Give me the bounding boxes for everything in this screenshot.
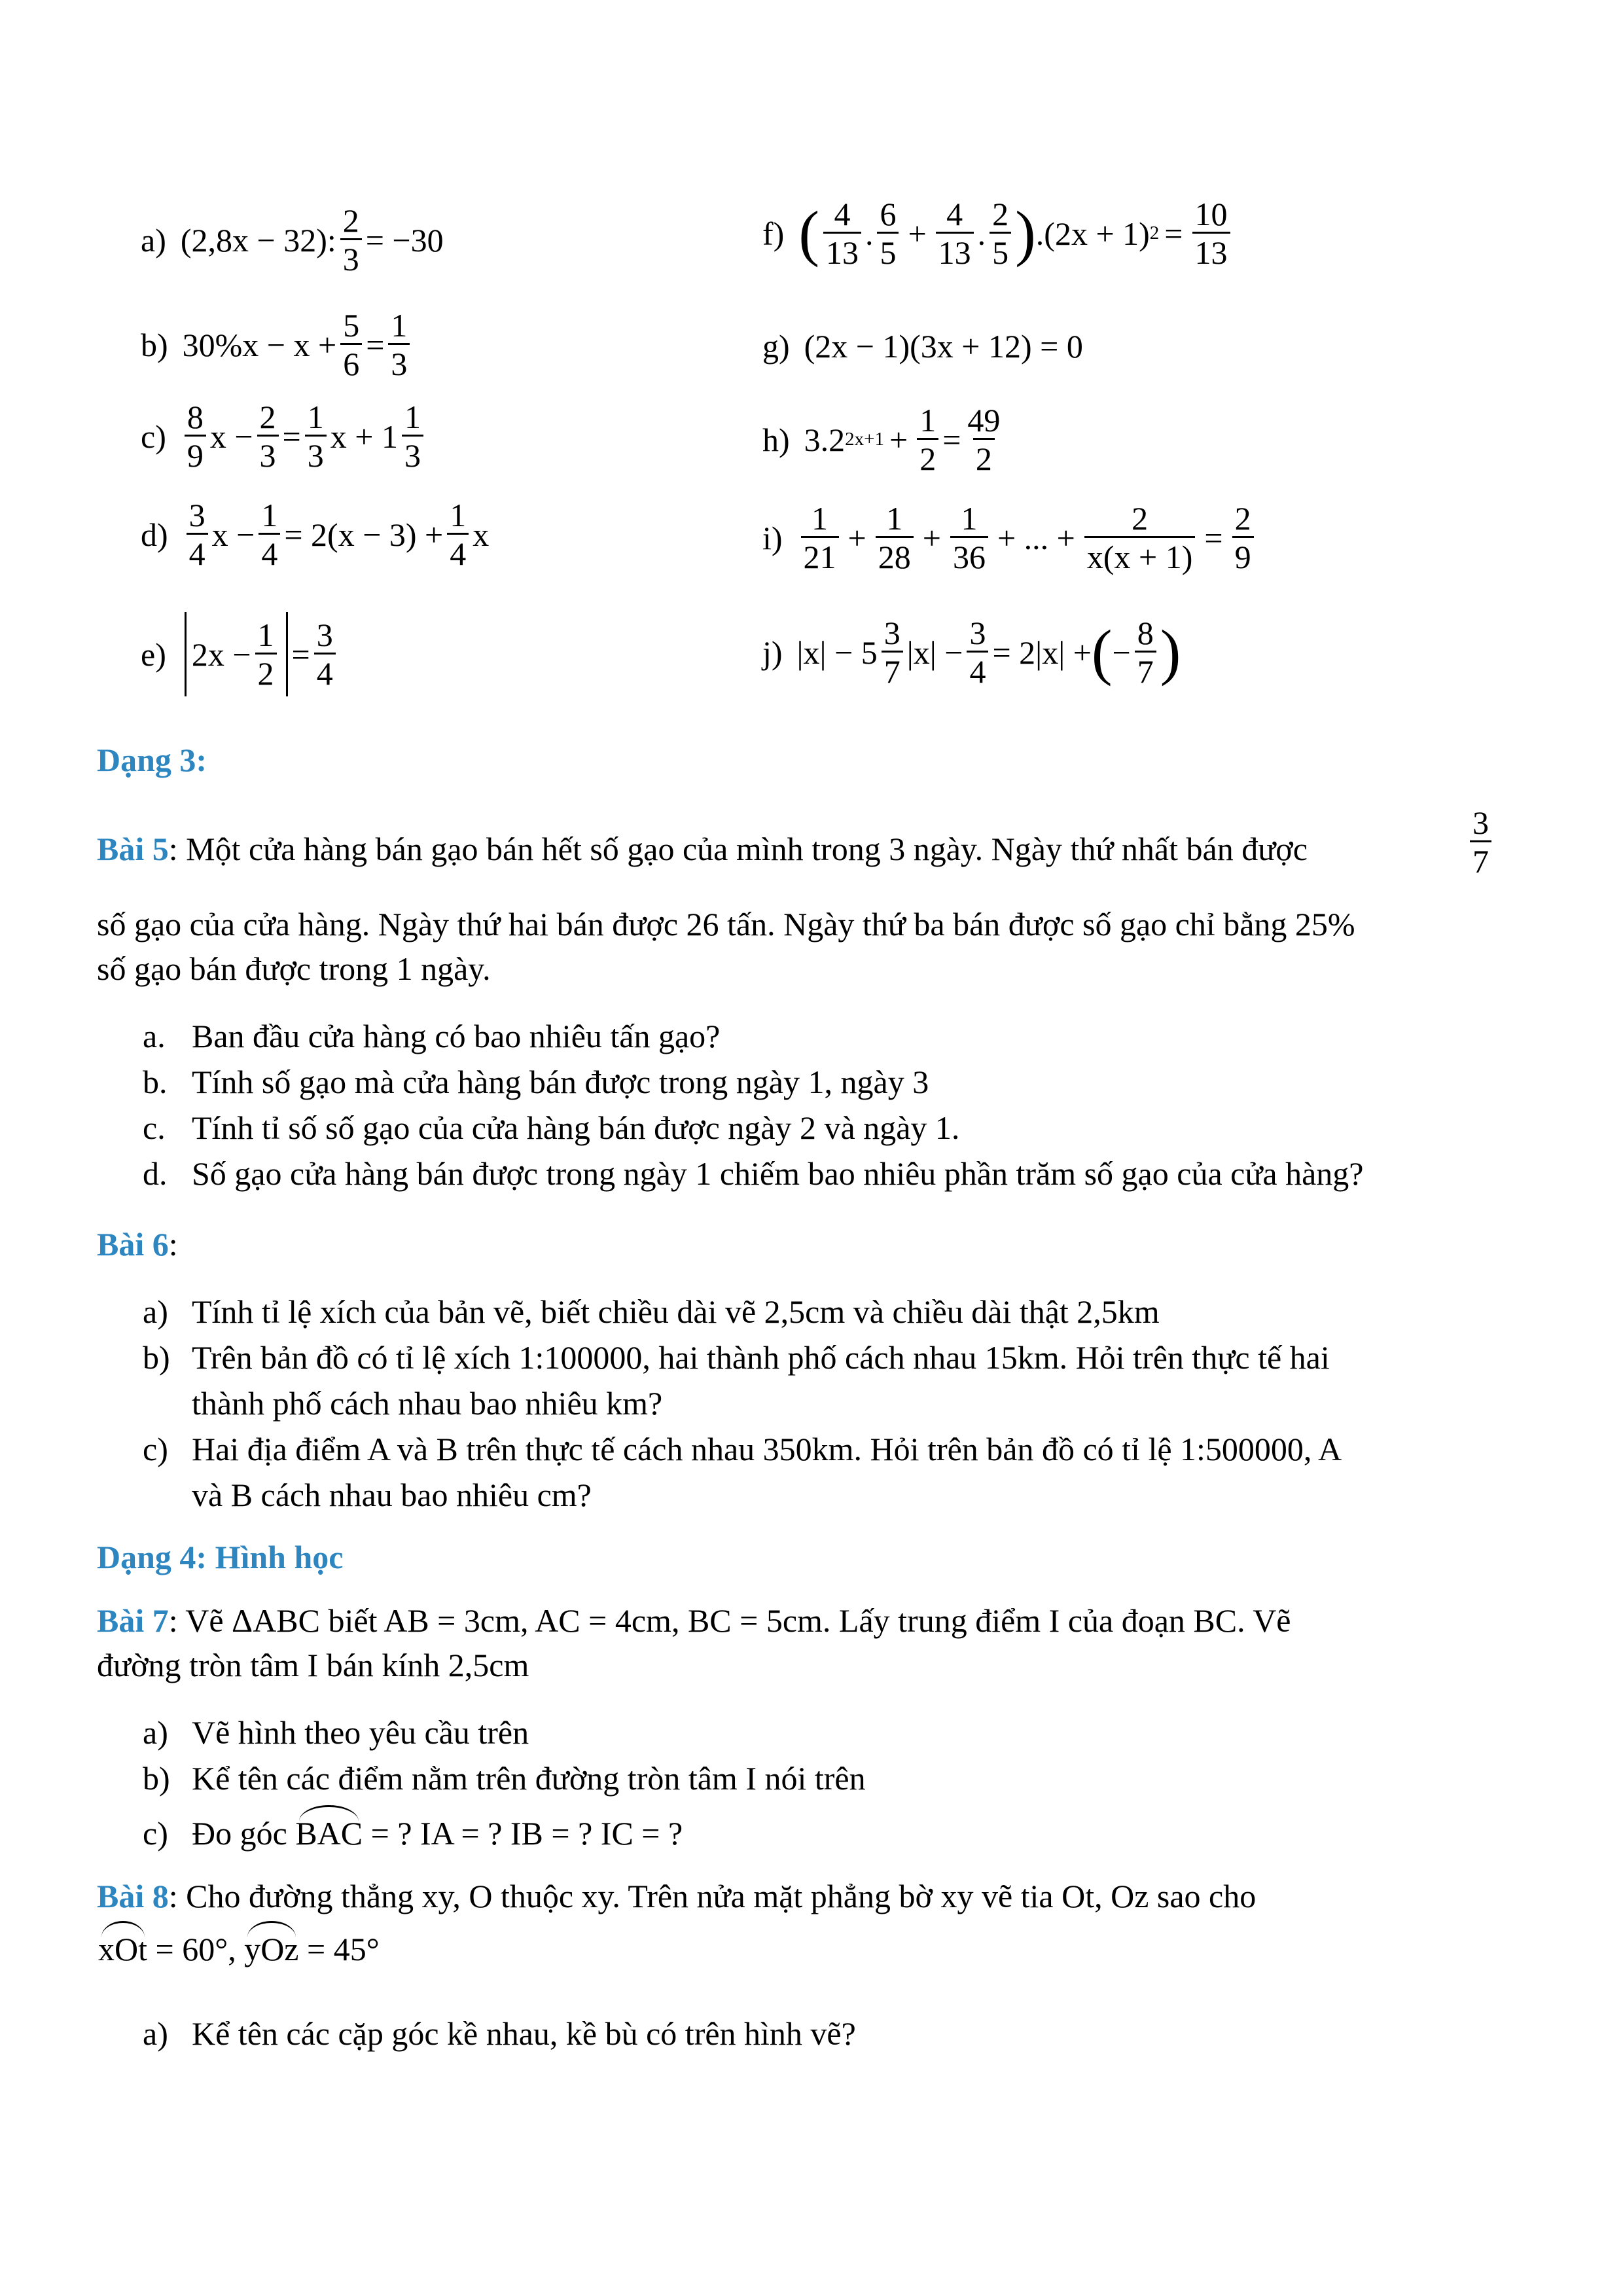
denominator: 7	[882, 651, 903, 689]
fraction	[1084, 501, 1196, 575]
denominator: 4	[447, 533, 469, 571]
numerator: 2	[992, 196, 1009, 232]
fraction	[314, 617, 336, 691]
eq-term: 30%x − x +	[182, 326, 337, 363]
denominator: 3	[402, 435, 423, 473]
fraction	[402, 399, 423, 473]
eq-term: + ... +	[997, 519, 1075, 556]
bai8-line2	[98, 1921, 380, 1968]
numerator: 1	[391, 307, 408, 344]
eq-label: i)	[762, 519, 783, 556]
fraction	[990, 196, 1011, 270]
denominator: 4	[259, 533, 280, 571]
paragraph-text: : Một cửa hàng bán gạo bán hết số gạo của mình trong 3 ngày. Ngày thứ nhất bán được	[168, 831, 1308, 867]
fraction	[187, 497, 208, 571]
denominator: 9	[1232, 536, 1254, 575]
numerator: 1	[919, 402, 936, 439]
denominator: 2	[973, 438, 995, 476]
fraction	[1192, 196, 1230, 270]
left-paren: (	[1091, 617, 1113, 687]
numerator: 2	[259, 399, 276, 435]
fraction	[340, 308, 362, 382]
eq-label: f)	[762, 215, 785, 252]
paragraph-text: : Cho đường thẳng xy, O thuộc xy. Trên nửa mặt phẳng bờ xy vẽ tia Ot, Oz sao cho	[168, 1878, 1257, 1914]
eq-label: h)	[762, 421, 790, 458]
list-text: Ban đầu cửa hàng có bao nhiêu tấn gạo?	[192, 1018, 721, 1054]
eq-label: d)	[141, 516, 168, 553]
equation-h	[762, 403, 1007, 476]
numerator: 3	[188, 497, 205, 533]
fraction	[1232, 501, 1254, 575]
denominator: 3	[340, 238, 362, 277]
fraction	[882, 615, 903, 689]
numerator: 1	[812, 500, 829, 537]
equation-i	[762, 501, 1258, 575]
denominator: 7	[1470, 840, 1491, 879]
fraction	[259, 497, 280, 571]
numerator: 1	[261, 497, 278, 533]
plus-operator: +	[908, 215, 927, 252]
fraction	[255, 617, 277, 691]
fraction	[936, 196, 974, 270]
denominator: 13	[936, 232, 974, 270]
numerator: 1	[961, 500, 978, 537]
list-marker: a)	[143, 1293, 168, 1330]
bai5-line3: số gạo bán được trong 1 ngày.	[97, 950, 491, 987]
fraction	[876, 501, 914, 575]
plus-operator: +	[847, 519, 866, 556]
numerator: 1	[257, 617, 274, 653]
denominator: 5	[990, 232, 1011, 270]
left-paren: (	[798, 198, 819, 268]
fraction	[950, 501, 988, 575]
angle-value: = 60°,	[155, 1931, 236, 1967]
exercise-title: Bài 8	[97, 1878, 169, 1914]
eq-label: c)	[141, 418, 166, 455]
fraction	[1135, 615, 1156, 689]
denominator: 3	[305, 435, 327, 473]
eq-term: x	[473, 516, 490, 553]
numerator: 3	[883, 615, 901, 651]
eq-term: .(2x + 1)	[1035, 215, 1150, 252]
numerator: 3	[316, 617, 333, 653]
fraction	[305, 399, 327, 473]
eq-term: =	[1164, 215, 1183, 252]
eq-label: b)	[141, 326, 168, 363]
list-marker: c.	[143, 1109, 166, 1146]
denominator: x(x + 1)	[1084, 536, 1196, 575]
denominator: 4	[187, 533, 208, 571]
list-item	[143, 1759, 866, 1797]
equation-a	[141, 203, 444, 277]
list-item	[143, 1017, 720, 1055]
eq-term: x −	[209, 418, 253, 455]
right-paren: )	[1160, 617, 1181, 687]
list-text: = ? IA = ? IB = ? IC = ?	[370, 1815, 683, 1852]
equation-f	[762, 196, 1234, 270]
eq-label: e)	[141, 636, 166, 673]
equation-c	[141, 399, 427, 473]
list-item	[143, 1109, 959, 1147]
numerator: 3	[969, 615, 986, 651]
eq-label: j)	[762, 634, 783, 671]
equation-j	[762, 615, 1181, 689]
paragraph-text: :	[168, 1226, 178, 1263]
list-marker: a)	[143, 1714, 168, 1751]
fraction	[965, 403, 1003, 476]
exercise-title: Bài 5	[97, 831, 169, 867]
bai8-line1	[97, 1877, 1256, 1915]
eq-term: =	[942, 421, 961, 458]
fraction	[185, 399, 206, 473]
list-marker: a)	[143, 2015, 168, 2052]
fraction	[340, 203, 362, 277]
denominator: 5	[877, 232, 899, 270]
denominator: 9	[185, 435, 206, 473]
bai7-line1	[97, 1602, 1291, 1640]
numerator: 5	[343, 307, 360, 344]
denominator: 6	[340, 343, 362, 382]
paragraph-text: : Vẽ ΔABC biết AB = 3cm, AC = 4cm, BC = 5cm. Lấy trung điểm I của đoạn BC. Vẽ	[168, 1602, 1291, 1639]
angle-value: = 45°	[307, 1931, 380, 1967]
fraction	[447, 497, 469, 571]
eq-term: (2x − 1)(3x + 12) = 0	[804, 328, 1083, 365]
fraction	[257, 399, 279, 473]
fraction	[801, 501, 839, 575]
numerator: 1	[404, 399, 421, 435]
exercise-title: Bài 6	[97, 1226, 169, 1263]
equation-g	[762, 327, 1083, 365]
list-item	[143, 1338, 1330, 1376]
minus-sign: −	[1112, 634, 1131, 671]
eq-term: (2,8x − 32):	[180, 221, 336, 259]
denominator: 21	[801, 536, 839, 575]
exponent: 2x+1	[845, 429, 885, 450]
exponent: 2	[1149, 223, 1160, 243]
list-text: Kể tên các điểm nằm trên đường tròn tâm I nói trên	[192, 1760, 866, 1797]
eq-term: =	[366, 326, 385, 363]
denominator: 3	[388, 343, 410, 382]
numerator: 8	[1137, 615, 1154, 651]
numerator: 2	[342, 202, 359, 239]
eq-term: x −	[211, 516, 255, 553]
list-text: Tính số gạo mà cửa hàng bán được trong ngày 1, ngày 3	[192, 1064, 929, 1100]
fraction	[1470, 805, 1491, 879]
list-item	[143, 1713, 529, 1751]
bai5-line2: số gạo của cửa hàng. Ngày thứ hai bán được 26 tấn. Ngày thứ ba bán được số gạo chỉ bằng 25%	[97, 906, 1355, 942]
list-text: Tính tỉ số số gạo của cửa hàng bán được ngày 2 và ngày 1.	[192, 1109, 960, 1146]
eq-term: +	[889, 421, 908, 458]
list-text: Vẽ hình theo yêu cầu trên	[192, 1714, 529, 1751]
list-item-continuation: thành phố cách nhau bao nhiêu km?	[192, 1385, 663, 1422]
list-item	[143, 1155, 1364, 1193]
denominator: 2	[255, 653, 277, 691]
bai5-line1	[97, 830, 1308, 868]
eq-term: |x| −	[906, 634, 963, 671]
exercise-title: Bài 7	[97, 1602, 169, 1639]
numerator: 4	[946, 196, 963, 232]
numerator: 2	[1132, 500, 1149, 537]
absolute-value	[185, 612, 288, 696]
denominator: 7	[1135, 651, 1156, 689]
denominator: 13	[823, 232, 861, 270]
numerator: 1	[886, 500, 903, 537]
numerator: 10	[1194, 196, 1228, 232]
denominator: 2	[917, 438, 938, 476]
list-marker: c)	[143, 1431, 168, 1467]
fraction	[877, 196, 899, 270]
section-heading-dang3: Dạng 3:	[97, 742, 207, 778]
list-item	[143, 1805, 683, 1852]
eq-term: x + 1	[330, 418, 398, 455]
list-marker: d.	[143, 1155, 168, 1192]
list-item	[143, 2015, 856, 2053]
eq-label: g)	[762, 328, 790, 365]
dot-operator: .	[977, 215, 986, 252]
angle-xot: xOt	[98, 1921, 147, 1968]
eq-term: =	[291, 636, 310, 673]
dot-operator: .	[865, 215, 874, 252]
angle-bac: BAC	[295, 1805, 363, 1852]
list-item	[143, 1063, 929, 1101]
eq-term: |x| − 5	[796, 634, 878, 671]
numerator: 4	[834, 196, 851, 232]
denominator: 4	[314, 653, 336, 691]
denominator: 13	[1192, 232, 1230, 270]
numerator: 1	[450, 497, 467, 533]
list-marker: a.	[143, 1018, 166, 1054]
equation-b	[141, 308, 414, 382]
list-marker: b)	[143, 1339, 170, 1376]
list-text: Tính tỉ lệ xích của bản vẽ, biết chiều dài vẽ 2,5cm và chiều dài thật 2,5km	[192, 1293, 1160, 1330]
section-heading-dang4: Dạng 4: Hình học	[97, 1539, 344, 1575]
fraction	[967, 615, 988, 689]
list-text: Kể tên các cặp góc kề nhau, kề bù có trên hình vẽ?	[192, 2015, 856, 2052]
eq-term: =	[1204, 519, 1223, 556]
list-marker: c)	[143, 1815, 168, 1852]
denominator: 28	[876, 536, 914, 575]
angle-yoz: yOz	[244, 1921, 298, 1968]
list-item	[143, 1293, 1160, 1331]
numerator: 6	[880, 196, 897, 232]
numerator: 3	[1472, 804, 1489, 841]
denominator: 36	[950, 536, 988, 575]
list-item	[143, 1430, 1342, 1468]
denominator: 4	[967, 651, 988, 689]
list-marker: b.	[143, 1064, 168, 1100]
fraction	[823, 196, 861, 270]
list-text: Hai địa điểm A và B trên thực tế cách nhau 350km. Hỏi trên bản đồ có tỉ lệ 1:500000, A	[192, 1431, 1342, 1467]
numerator: 2	[1234, 500, 1251, 537]
eq-term: 2x −	[191, 636, 251, 673]
bai5-fraction	[1466, 805, 1495, 879]
numerator: 8	[187, 399, 204, 435]
denominator: 3	[257, 435, 279, 473]
list-text: Số gạo cửa hàng bán được trong ngày 1 chiếm bao nhiêu phần trăm số gạo của cửa hàng?	[192, 1155, 1364, 1192]
eq-term: = 2|x| +	[992, 634, 1092, 671]
list-item-continuation: và B cách nhau bao nhiêu cm?	[192, 1477, 592, 1513]
fraction	[917, 403, 938, 476]
eq-term: 3.2	[804, 421, 846, 458]
bai7-line2: đường tròn tâm I bán kính 2,5cm	[97, 1647, 529, 1683]
list-text: Trên bản đồ có tỉ lệ xích 1:100000, hai thành phố cách nhau 15km. Hỏi trên thực tế hai	[192, 1339, 1330, 1376]
eq-term: = −30	[365, 221, 444, 259]
eq-term: =	[282, 418, 301, 455]
bai6-title-line	[97, 1225, 178, 1263]
equation-d	[141, 497, 489, 571]
numerator: 49	[967, 402, 1001, 439]
equation-e	[141, 612, 340, 696]
eq-label: a)	[141, 221, 166, 259]
numerator: 1	[307, 399, 324, 435]
right-paren: )	[1015, 198, 1036, 268]
list-marker: b)	[143, 1760, 170, 1797]
fraction	[388, 308, 410, 382]
plus-operator: +	[922, 519, 941, 556]
eq-term: = 2(x − 3) +	[284, 516, 444, 553]
list-text: Đo góc	[192, 1815, 287, 1852]
